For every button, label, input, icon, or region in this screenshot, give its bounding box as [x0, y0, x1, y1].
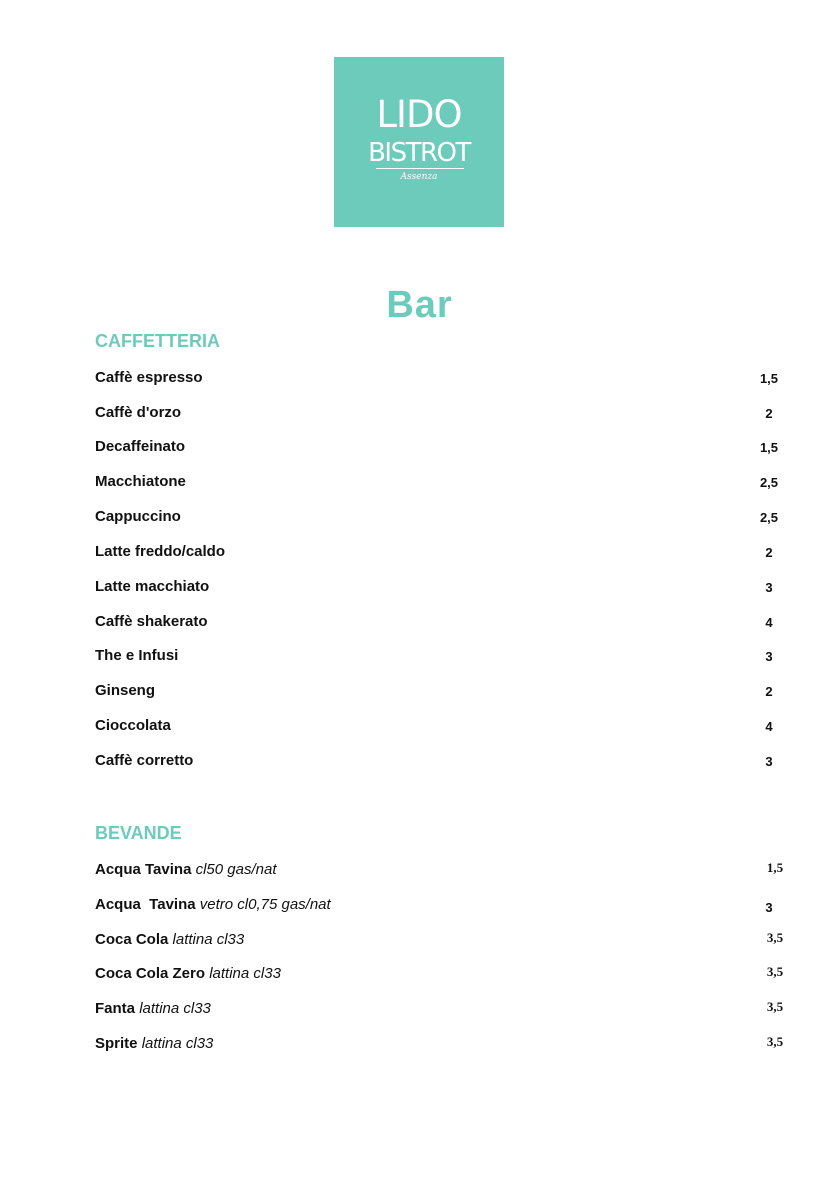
item-note: lattina cl33 [139, 1000, 211, 1017]
item-price: 3 [765, 649, 773, 664]
item-price: 2 [765, 406, 773, 421]
menu-item [95, 929, 785, 951]
item-price: 2 [765, 545, 773, 560]
item-price: 3,5 [766, 999, 784, 1014]
item-name: Decaffeinato [95, 438, 186, 455]
menu-item [95, 1033, 785, 1055]
item-name: Caffè corretto [95, 752, 194, 769]
item-name-text: Fanta [95, 1000, 136, 1017]
item-name-text: Coca Cola Zero [95, 965, 206, 982]
menu-item [95, 680, 785, 702]
item-name [95, 859, 276, 881]
item-price: 4 [765, 615, 773, 630]
item-note: lattina cl33 [141, 1035, 214, 1052]
page-title: Bar [386, 284, 453, 326]
item-name [95, 963, 281, 985]
item-name: Cappuccino [95, 508, 181, 525]
item-name [95, 998, 211, 1020]
menu-item [95, 576, 785, 598]
section-title-caffetteria: CAFFETTERIA [95, 331, 220, 351]
item-price: 1,5 [766, 860, 784, 875]
item-price: 3,5 [766, 964, 784, 979]
item-name-text: Sprite [95, 1035, 138, 1052]
lido-bistrot-logo [334, 57, 504, 227]
menu-item [95, 963, 785, 985]
menu-item [95, 436, 785, 458]
item-price: 2,5 [759, 475, 779, 490]
item-price: 2 [765, 684, 773, 699]
item-name: Caffè shakerato [95, 613, 208, 630]
logo-subtitle: Assenza [400, 172, 438, 182]
item-price: 1,5 [759, 371, 779, 386]
item-note: vetro cl0,75 gas/nat [199, 896, 331, 913]
menu-item [95, 541, 785, 563]
item-name: Ginseng [95, 682, 156, 699]
menu-item [95, 367, 785, 389]
logo-divider [376, 168, 464, 169]
item-name-text: Acqua Tavina [95, 861, 192, 878]
menu-item [95, 471, 785, 493]
item-name: Macchiatone [95, 473, 186, 490]
item-name: Caffè d'orzo [95, 404, 182, 421]
menu-item [95, 894, 785, 916]
item-price: 3,5 [766, 930, 784, 945]
item-name-text: Acqua Tavina [95, 896, 196, 913]
menu-item [95, 402, 785, 424]
item-price: 3,5 [766, 1034, 784, 1049]
item-note: lattina cl33 [172, 931, 245, 948]
menu-item [95, 750, 785, 772]
item-note: lattina cl33 [209, 965, 281, 982]
menu-item [95, 611, 785, 633]
item-name: Latte macchiato [95, 578, 210, 595]
item-name [95, 894, 331, 916]
menu-item [95, 859, 785, 881]
item-price: 1,5 [759, 440, 779, 455]
item-name: The e Infusi [95, 647, 179, 664]
menu-item [95, 645, 785, 667]
item-name: Caffè espresso [95, 369, 203, 386]
item-price: 4 [765, 719, 773, 734]
item-name-text: Coca Cola [95, 931, 169, 948]
item-name [95, 1033, 213, 1055]
logo-line-bistrot: BISTROT [368, 138, 470, 168]
item-price: 3 [765, 754, 773, 769]
menu-item [95, 715, 785, 737]
menu-item [95, 506, 785, 528]
menu-item [95, 998, 785, 1020]
item-name: Latte freddo/caldo [95, 543, 226, 560]
item-price: 2,5 [759, 510, 779, 525]
item-price: 3 [765, 580, 773, 595]
section-title-bevande: BEVANDE [95, 823, 182, 843]
item-name: Cioccolata [95, 717, 171, 734]
item-price: 3 [765, 900, 773, 915]
item-name [95, 929, 244, 951]
logo-line-lido: LIDO [376, 93, 462, 136]
item-note: cl50 gas/nat [195, 861, 277, 878]
